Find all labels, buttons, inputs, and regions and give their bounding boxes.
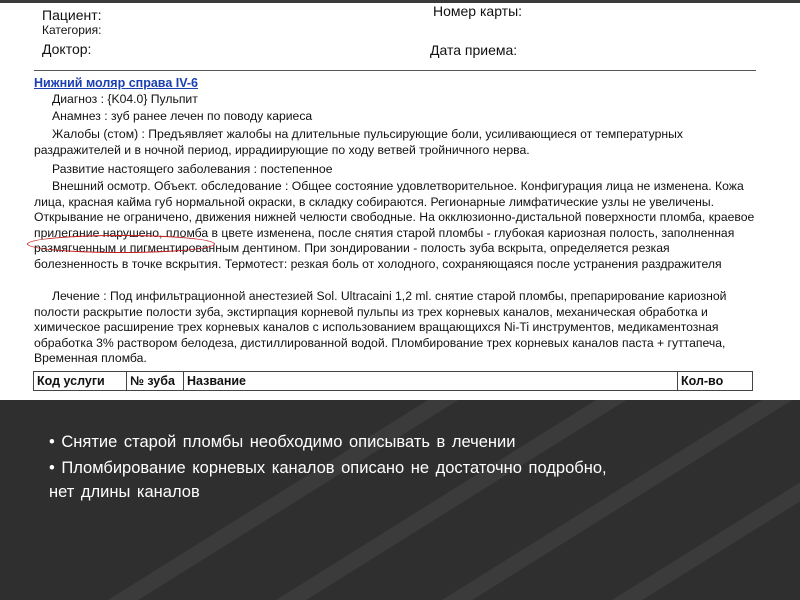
- note-bullet-2-continuation: нет длины каналов: [49, 483, 200, 501]
- anamnesis-line: Анамнез : зуб ранее лечен по поводу кариеса: [52, 109, 313, 123]
- patient-label: Пациент:: [42, 7, 102, 23]
- doctor-label: Доктор:: [42, 41, 92, 57]
- notes-panel: [0, 400, 800, 600]
- col-quantity: Кол-во: [678, 372, 753, 391]
- header-divider: [34, 70, 756, 71]
- diagnosis-line: Диагноз : {K04.0} Пульпит: [52, 92, 198, 106]
- services-table: [33, 371, 753, 391]
- exam-paragraph: Внешний осмотр. Объект. обследование : Общее состояние удовлетворительное. Конфигурация лица не изменена. Кожа лица, красная кайма губ нормальной окраски, в складку собираются. Регионарные лимфатические узлы не увеличены. Открывание не ограничено, движения нижней челюсти свободные. На окклюзионно-дистальной поверхности пломба, краевое прилегание нарушено, пломба в цвете изменена, после снятия старой пломбы - глубокая кариозная полость, заполненная размягченным и пигментированным дентином. При зондировании - полость зуба вскрыта, определяется резкая болезненность в точке вскрытия. Термотест: резкая боль от холодного, сохраняющаяся после устранения раздражителя: [34, 179, 755, 271]
- treatment-paragraph: Лечение : Под инфильтрационной анестезией Sol. Ultracaini 1,2 ml. снятие старой пломбы, препарирование кариозной полости раскрытие полости зуба, экстирпация корневой пульпы из трех корневых каналов, механическая обработка и химическое расширение трех корневых каналов с использованием вращающихся Ni-Ti инструментов, медикаментозная обработка 3% раствором белодеза, дистиллированной водой. Пломбирование трех корневых каналов паста + гуттапеча, Временная пломба.: [34, 289, 727, 365]
- note-bullet-2: • Пломбирование корневых каналов описано не достаточно подробно,: [49, 459, 607, 477]
- table-header-row: [34, 372, 753, 391]
- development-line: Развитие настоящего заболевания : постепенное: [52, 162, 333, 176]
- highlight-oval: [27, 235, 215, 253]
- top-border: [0, 0, 800, 3]
- category-label: Категория:: [42, 23, 102, 37]
- complaints-paragraph: Жалобы (стом) : Предъявляет жалобы на длительные пульсирующие боли, усиливающиеся от температурных раздражителей и в ночной период, иррадиирующие по ходу ветвей тройничного нерва.: [34, 127, 683, 157]
- note-bullet-1: • Снятие старой пломбы необходимо описывать в лечении: [49, 433, 516, 451]
- col-name: Название: [184, 372, 678, 391]
- col-service-code: Код услуги: [34, 372, 127, 391]
- card-number-label: Номер карты:: [433, 3, 523, 19]
- date-label: Дата приема:: [430, 42, 518, 58]
- col-tooth-number: № зуба: [127, 372, 184, 391]
- decorative-stripe: [500, 400, 800, 600]
- tooth-title-link[interactable]: Нижний моляр справа IV-6: [34, 76, 198, 90]
